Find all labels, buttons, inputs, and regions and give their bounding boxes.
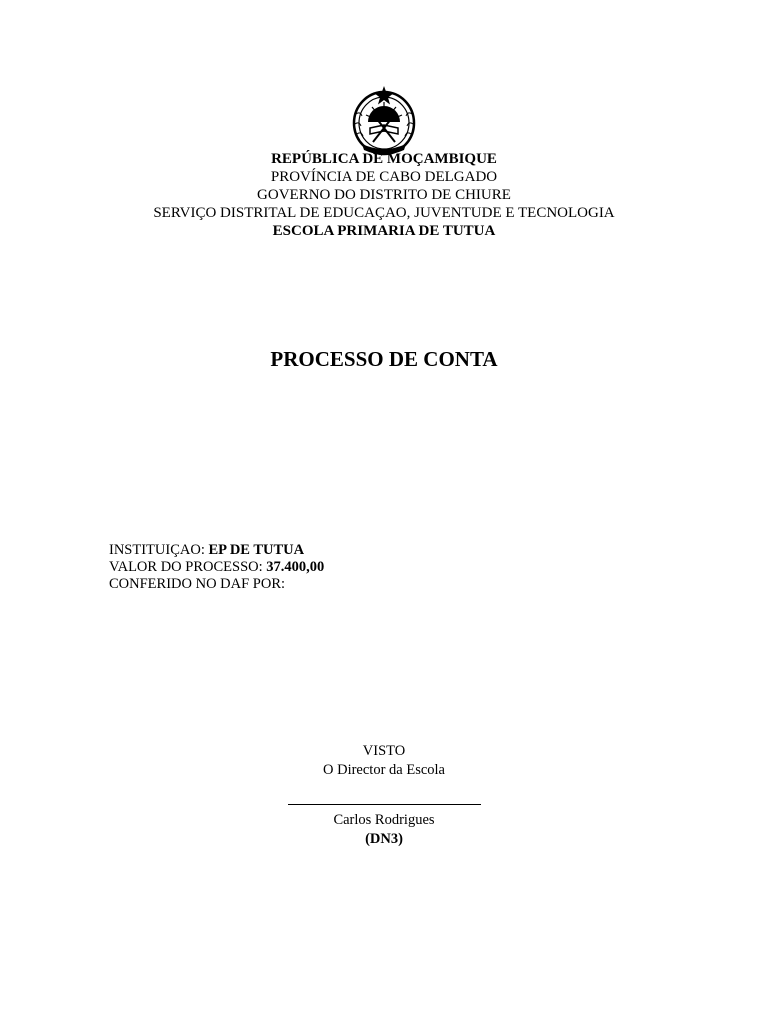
signature-line [288,788,481,805]
process-info [109,542,324,593]
district-government: GOVERNO DO DISTRITO DE CHIURE [257,187,511,203]
document-title: PROCESSO DE CONTA [270,347,498,371]
district-service: SERVIÇO DISTRITAL DE EDUCAÇAO, JUVENTUDE E TECNOLOGIA [153,205,615,221]
coat-of-arms-icon [346,84,422,158]
director-role: O Director da Escola [323,762,445,778]
valor-label: VALOR DO PROCESSO: [109,559,263,575]
document-header [0,150,768,240]
valor-value: 37.400,00 [266,559,325,575]
director-code: (DN3) [365,831,403,847]
school-name: ESCOLA PRIMARIA DE TUTUA [272,223,496,239]
valor-row [109,559,324,576]
director-name: Carlos Rodrigues [333,812,435,828]
instituicao-row [109,542,324,559]
instituicao-label: INSTITUIÇAO: [109,542,205,558]
country-name: REPÚBLICA DE MOÇAMBIQUE [271,151,497,167]
signature-block [0,742,768,849]
instituicao-value: EP DE TUTUA [208,542,305,558]
conferido-label: CONFERIDO NO DAF POR: [109,576,286,592]
province-name: PROVÍNCIA DE CABO DELGADO [270,169,498,185]
visto-label: VISTO [362,743,406,759]
